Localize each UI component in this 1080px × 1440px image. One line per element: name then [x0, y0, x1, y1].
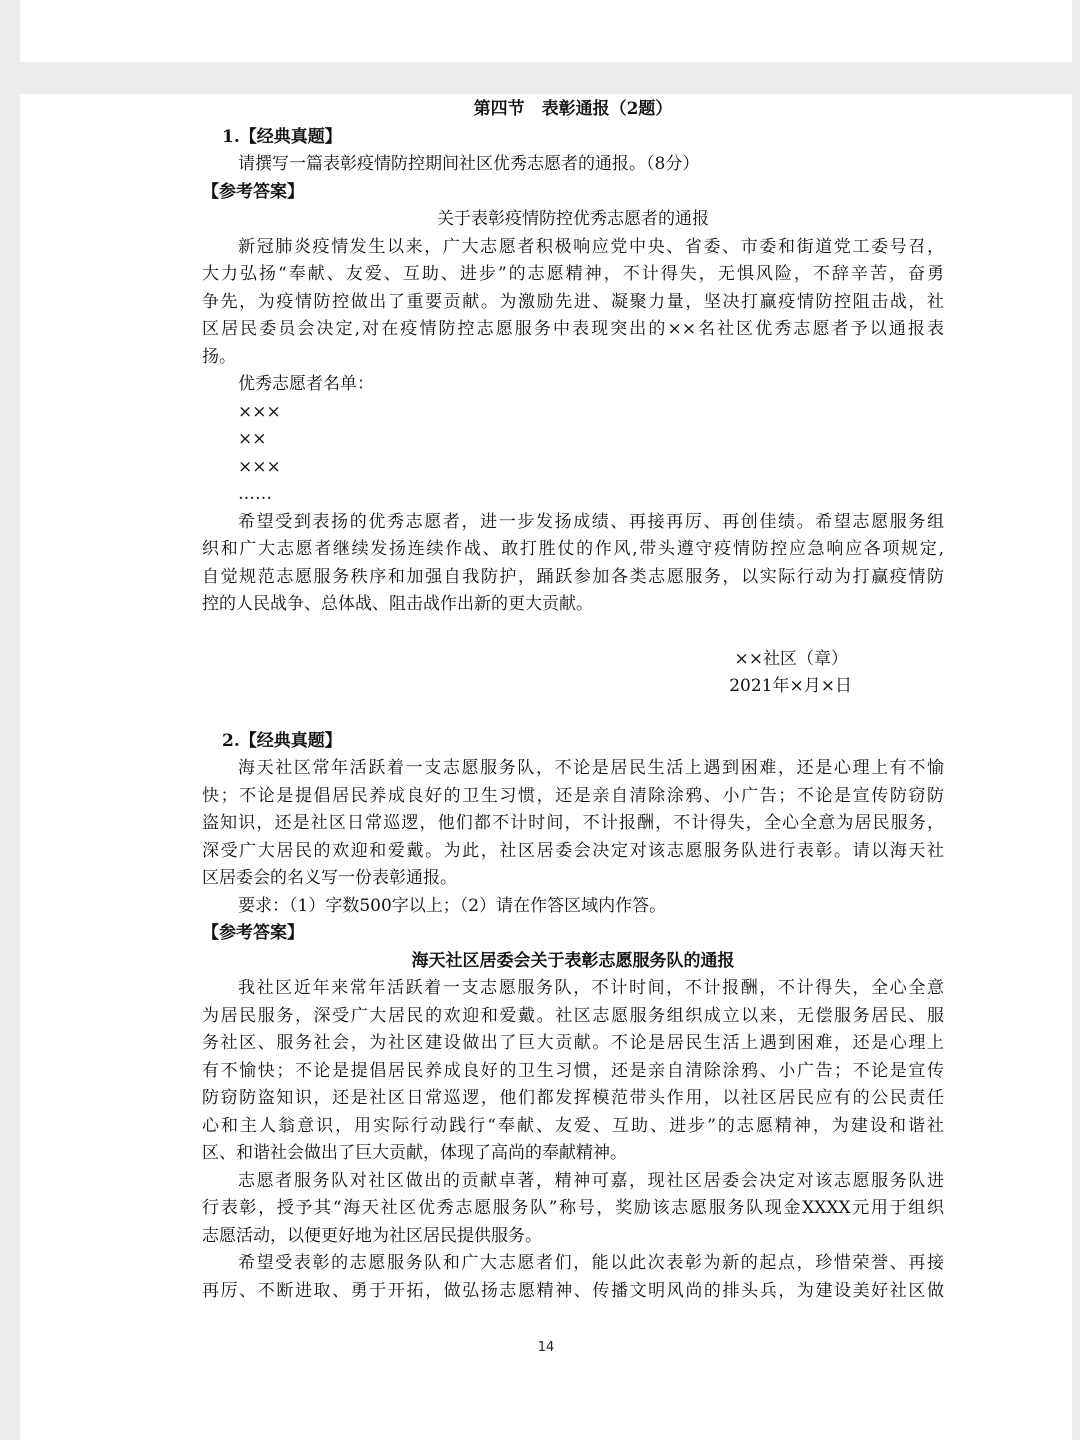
q2-para1-line: 为居民服务，深受广大居民的欢迎和爱戴。社区志愿服务组织成立以来，无偿服务居民、服 — [202, 1005, 944, 1026]
q1-list-label: 优秀志愿者名单： — [238, 374, 374, 394]
q1-para2-line: 织和广大志愿者继续发扬连续作战、敢打胜仗的作风,带头遵守疫情防控应急响应各项规定, — [202, 539, 944, 559]
q1-date: 2021年×月×日 — [729, 676, 852, 696]
q1-para2-line: 自觉规范志愿服务秩序和加强自我防护，踊跃参加各类志愿服务，以实际行动为打赢疫情防 — [202, 566, 944, 587]
page-number: 14 — [537, 1340, 555, 1355]
q2-answer-title: 海天社区居委会关于表彰志愿服务队的通报 — [411, 950, 735, 971]
q2-prompt-line: 区居委会的名义写一份表彰通报。 — [202, 868, 457, 888]
previous-page-card — [20, 0, 1072, 62]
q1-name-item: ××× — [238, 456, 281, 477]
q2-para1-line: 防窃防盗知识，还是社区日常巡逻，他们都发挥模范带头作用，以社区居民应有的公民责任 — [202, 1088, 944, 1108]
q1-name-item: ××× — [238, 401, 281, 422]
q1-para1-line: 大力弘扬“奉献、友爱、互助、进步”的志愿精神，不计得失，无惧风险，不辞辛苦，奋勇 — [202, 264, 944, 284]
q2-para1-line: 有不愉快；不论是提倡居民养成良好的卫生习惯，还是亲自清除涂鸦、小广告；不论是宣传 — [202, 1060, 944, 1081]
q2-prompt-line: 盗知识，还是社区日常巡逻，他们都不计时间，不计报酬，不计得失，全心全意为居民服务， — [202, 813, 944, 833]
q1-name-item: ×× — [238, 429, 267, 449]
q2-header: 2.【经典真题】 — [222, 730, 342, 751]
q2-para2-line: 行表彰，授予其“海天社区优秀志愿服务队”称号，奖励该志愿服务队现金XXXX元用于组织 — [202, 1198, 944, 1218]
q2-para3-line: 再厉、不断进取、勇于开拓，做弘扬志愿精神、传播文明风尚的排头兵，为建设美好社区做 — [202, 1280, 944, 1301]
q1-para2-line: 希望受到表扬的优秀志愿者，进一步发扬成绩、再接再厉、再创佳绩。希望志愿服务组 — [238, 511, 944, 532]
q2-para1-line: 务社区、服务社会，为社区建设做出了巨大贡献。不论是居民生活上遇到困难，还是心理上 — [202, 1033, 944, 1053]
q2-answer-label: 【参考答案】 — [202, 923, 304, 943]
q1-header: 1.【经典真题】 — [222, 126, 342, 147]
q2-prompt-line: 快；不论是提倡居民养成良好的卫生习惯，还是亲自清除涂鸦、小广告；不论是宣传防窃防 — [202, 785, 944, 806]
q2-prompt-line: 海天社区常年活跃着一支志愿服务队，不论是居民生活上遇到困难，还是心理上有不愉 — [238, 758, 944, 778]
q1-name-item: …… — [238, 484, 272, 504]
q1-para1-line: 扬。 — [202, 346, 236, 367]
q1-para1-line: 新冠肺炎疫情发生以来，广大志愿者积极响应党中央、省委、市委和街道党工委号召， — [238, 236, 944, 257]
q1-answer-label: 【参考答案】 — [202, 181, 304, 202]
q2-para2-line: 志愿活动，以便更好地为社区居民提供服务。 — [202, 1225, 542, 1246]
q2-para3-line: 希望受表彰的志愿服务队和广大志愿者们，能以此次表彰为新的起点，珍惜荣誉、再接 — [238, 1253, 944, 1273]
page-content — [202, 94, 944, 1305]
q2-para1-line: 区、和谐社会做出了巨大贡献，体现了高尚的奉献精神。 — [202, 1143, 627, 1163]
q2-prompt-line: 深受广大居民的欢迎和爱戴。为此，社区居委会决定对该志愿服务队进行表彰。请以海天社 — [202, 840, 944, 861]
q2-para1-line: 心和主人翁意识，用实际行动践行“奉献、友爱、互助、进步”的志愿精神，为建设和谐社 — [202, 1115, 944, 1136]
q2-para2-line: 志愿者服务队对社区做出的贡献卓著，精神可嘉，现社区居委会决定对该志愿服务队进 — [238, 1170, 944, 1191]
q1-answer-title: 关于表彰疫情防控优秀志愿者的通报 — [437, 209, 709, 229]
q1-para2-line: 控的人民战争、总体战、阻击战作出新的更大贡献。 — [202, 594, 593, 614]
q2-requirement: 要求：（1）字数500字以上；（2）请在作答区域内作答。 — [238, 895, 667, 916]
q1-para1-line: 争先，为疫情防控做出了重要贡献。为激励先进、凝聚力量，坚决打赢疫情防控阻击战，社 — [202, 291, 944, 312]
q2-para1-line: 我社区近年来常年活跃着一支志愿服务队，不计时间，不计报酬，不计得失，全心全意 — [238, 978, 944, 998]
q1-prompt: 请撰写一篇表彰疫情防控期间社区优秀志愿者的通报。（8分） — [238, 154, 700, 174]
q1-para1-line: 区居民委员会决定,对在疫情防控志愿服务中表现突出的××名社区优秀志愿者予以通报表 — [202, 319, 944, 339]
q1-signature: ××社区（章） — [734, 648, 848, 669]
section-title: 第四节 表彰通报（2题） — [473, 99, 673, 119]
document-page — [20, 94, 1072, 1440]
